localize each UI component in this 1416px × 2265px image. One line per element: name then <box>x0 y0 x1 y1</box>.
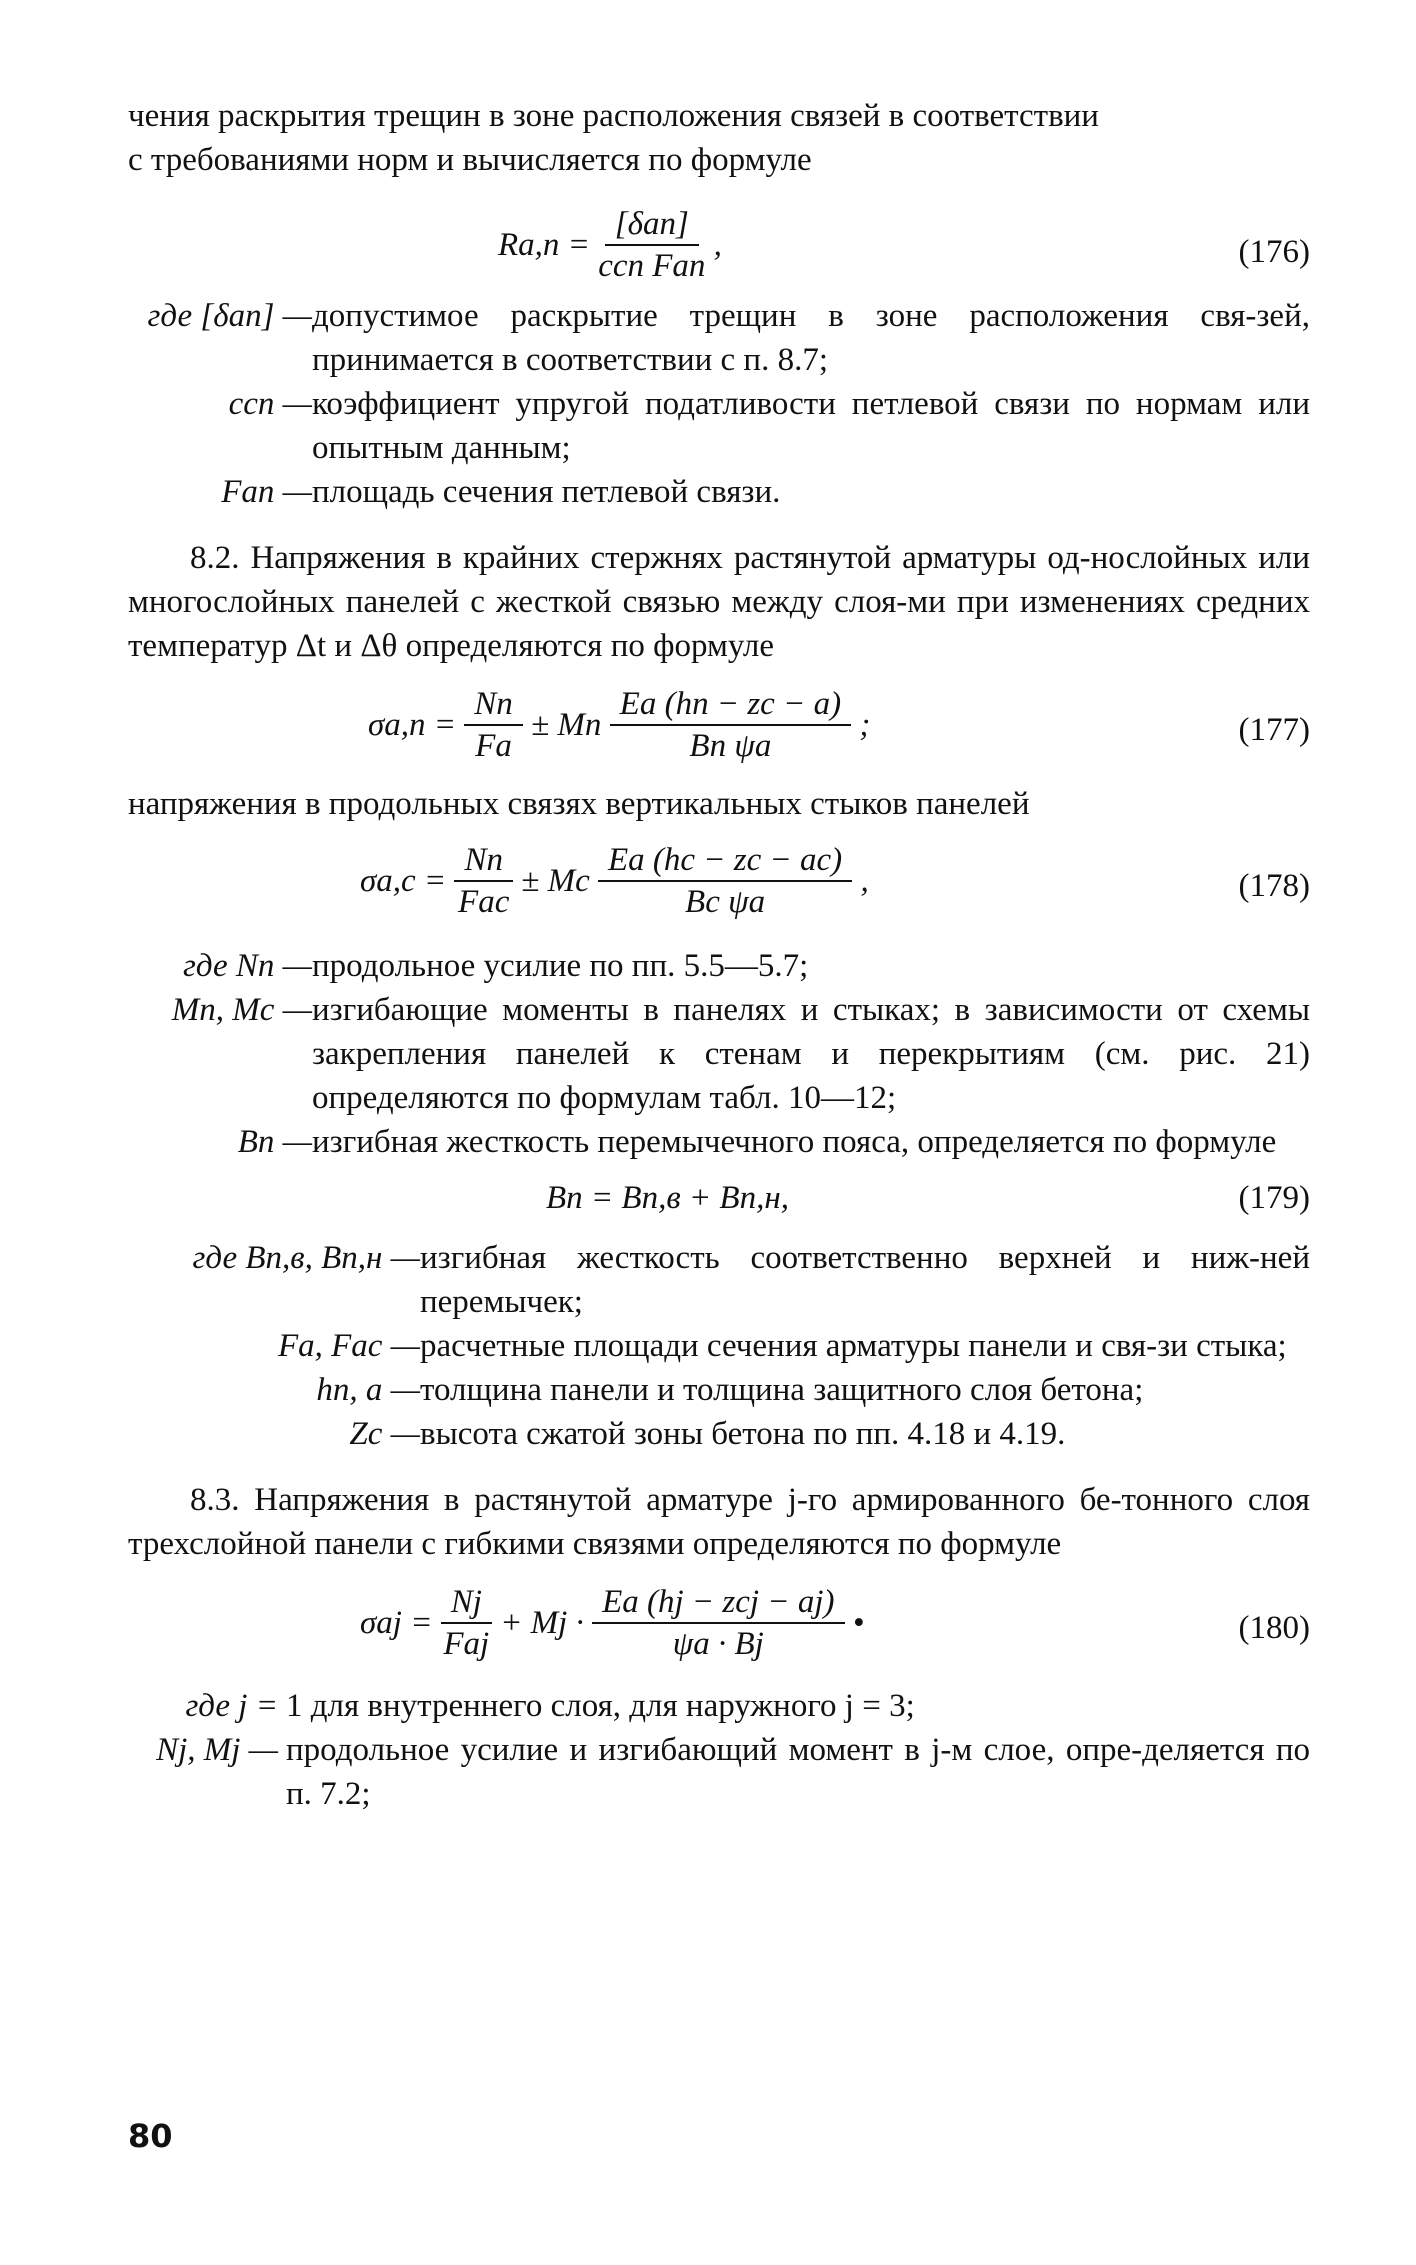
eq177-numerator-1: Nп <box>464 684 523 726</box>
eq176-denominator: cсп Faп <box>598 248 706 284</box>
eq176-lhs: Ra,п = <box>498 227 590 263</box>
eq178-number: (178) <box>1238 868 1310 904</box>
eq177-denominator-1: Fa <box>475 728 512 764</box>
eq178-numerator-1: Nп <box>454 840 513 882</box>
definition-text: изгибающие моменты в панелях и стыках; в зависимости от схемы закрепления панелей к стенам и перекрытиям (см. рис. 21) определяются по формулам табл. 10—12; <box>312 992 1310 1116</box>
definition-row <box>128 1236 1310 1324</box>
definition-term: Nj, Mj — <box>156 1732 278 1768</box>
intro-line-1: чения раскрытия трещин в зоне расположения связей в соответствии <box>128 98 1099 134</box>
equation-177 <box>128 674 1310 782</box>
equation-180 <box>128 1572 1310 1680</box>
definition-text: толщина панели и толщина защитного слоя бетона; <box>420 1372 1144 1408</box>
eq178-middle: ± Mc <box>521 863 590 899</box>
definition-term: Faп — <box>221 474 312 510</box>
definition-row <box>128 988 1310 1120</box>
definition-row <box>128 1728 1310 1816</box>
definition-row <box>128 470 1310 514</box>
text-before-178: напряжения в продольных связях вертикальных стыков панелей <box>128 786 1030 822</box>
definition-term: cсп — <box>228 386 312 422</box>
definition-row <box>128 1368 1310 1412</box>
definition-term: где Nп — <box>183 948 312 984</box>
eq176-fraction <box>598 204 705 286</box>
eq177-number: (177) <box>1238 712 1310 748</box>
eq180-denominator-1: Faj <box>443 1626 490 1662</box>
eq176-tail: , <box>713 227 722 263</box>
eq180-numerator-1: Nj <box>441 1582 492 1624</box>
eq180-number: (180) <box>1238 1610 1310 1646</box>
eq178-denominator-1: Fac <box>458 884 510 920</box>
definition-text: продольное усилие по пп. 5.5—5.7; <box>312 948 809 984</box>
section-8-3-paragraph: 8.3. Напряжения в растянутой арматуре j-го армированного бе-тонного слоя трехслойной панели с гибкими связями определяются по формуле <box>128 1482 1310 1562</box>
eq177-middle: ± Mп <box>531 707 602 743</box>
eq177-numerator-2: Ea (hп − zc − a) <box>610 684 851 726</box>
intro-line-2: с требованиями норм и вычисляется по формуле <box>128 142 812 178</box>
definition-term: где [δaп] — <box>147 298 312 334</box>
eq178-fraction-2 <box>598 840 852 922</box>
equation-176 <box>128 190 1310 294</box>
definition-text: коэффициент упругой податливости петлевой связи по нормам или опытным данным; <box>312 386 1310 466</box>
section-8-2-paragraph: 8.2. Напряжения в крайних стержнях растянутой арматуры од-нослойных или многослойных панелей с жесткой связью между слоя-ми при изменениях средних температур Δt и Δθ определяются по формуле <box>128 540 1310 664</box>
eq180-denominator-2: ψa · Bj <box>672 1626 764 1662</box>
eq177-denominator-2: Bп ψa <box>689 728 772 764</box>
eq178-numerator-2: Ea (hc − zc − ac) <box>598 840 852 882</box>
definition-term: где j = <box>185 1688 278 1724</box>
definition-text: 1 для внутреннего слоя, для наружного j = 3; <box>286 1688 915 1724</box>
eq180-fraction-2 <box>592 1582 844 1664</box>
eq180-numerator-2: Ea (hj − zcj − aj) <box>592 1582 844 1624</box>
definition-row <box>128 1324 1310 1368</box>
definition-term: Fa, Fac — <box>277 1328 420 1364</box>
eq178-lhs: σa,c = <box>360 863 447 899</box>
eq178-denominator-2: Bc ψa <box>685 884 766 920</box>
eq176-number: (176) <box>1238 234 1310 270</box>
eq179-expression: Bп = Bп,в + Bп,н, <box>546 1180 789 1216</box>
definitions-178 <box>128 944 1310 1164</box>
eq179-number: (179) <box>1238 1180 1310 1216</box>
definition-row <box>128 944 1310 988</box>
eq178-tail: , <box>860 863 869 899</box>
equation-179 <box>128 1172 1310 1236</box>
definition-term: где Bп,в, Bп,н — <box>192 1240 420 1276</box>
eq180-fraction-1 <box>441 1582 492 1664</box>
definition-text: площадь сечения петлевой связи. <box>312 474 781 510</box>
definition-term: hп, a — <box>316 1372 420 1408</box>
definition-text: продольное усилие и изгибающий момент в j-м слое, опре-деляется по п. 7.2; <box>286 1732 1310 1812</box>
eq177-lhs: σa,п = <box>368 707 457 743</box>
eq176-numerator: [δaп] <box>605 204 699 246</box>
eq178-fraction-1 <box>454 840 513 922</box>
definition-text: допустимое раскрытие трещин в зоне расположения свя-зей, принимается в соответствии с п. 8.7; <box>312 298 1310 378</box>
definition-row <box>128 382 1310 470</box>
eq180-middle: + Mj · <box>500 1605 584 1641</box>
definition-text: расчетные площади сечения арматуры панели и свя-зи стыка; <box>420 1328 1287 1364</box>
eq177-fraction-2 <box>610 684 851 766</box>
definition-term: Zc — <box>349 1416 420 1452</box>
definition-text: изгибная жесткость перемычечного пояса, определяется по формуле <box>312 1124 1277 1160</box>
definitions-180 <box>128 1684 1310 1816</box>
eq177-fraction-1 <box>464 684 523 766</box>
definition-row <box>128 1412 1310 1456</box>
definition-text: изгибная жесткость соответственно верхней и ниж-ней перемычек; <box>420 1240 1310 1320</box>
eq180-tail: • <box>852 1605 865 1641</box>
eq177-tail: ; <box>859 707 871 743</box>
page-number: 80 <box>128 2117 173 2155</box>
definitions-179 <box>128 1236 1310 1456</box>
definition-term: Mп, Mc — <box>171 992 312 1028</box>
definitions-176 <box>128 294 1310 514</box>
definition-text: высота сжатой зоны бетона по пп. 4.18 и 4.19. <box>420 1416 1066 1452</box>
eq180-lhs: σaj = <box>360 1605 433 1641</box>
definition-row <box>128 1120 1310 1164</box>
equation-178 <box>128 830 1310 938</box>
definition-term: Bп — <box>237 1124 312 1160</box>
definition-row <box>128 1684 1310 1728</box>
definition-row <box>128 294 1310 382</box>
